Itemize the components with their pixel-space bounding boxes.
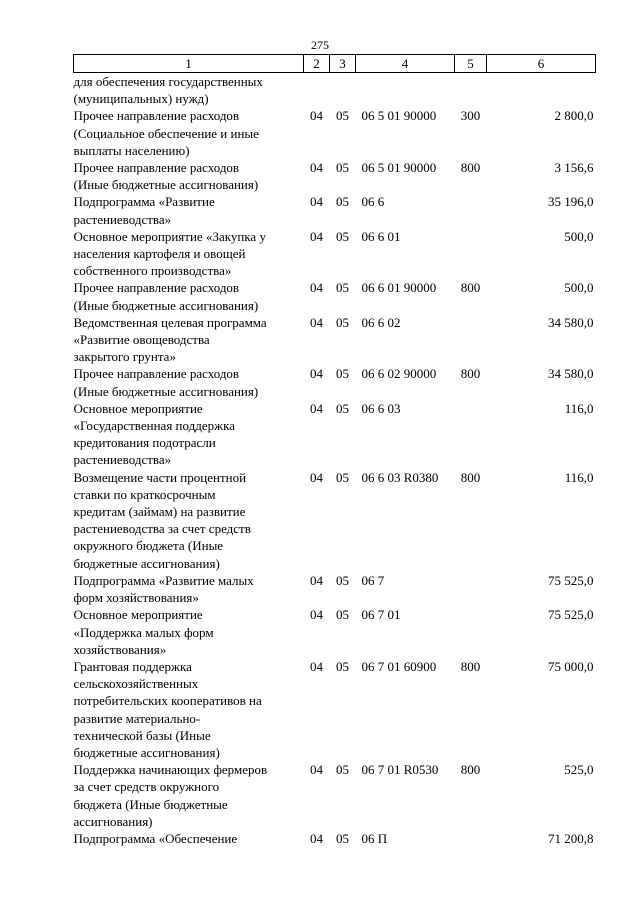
amount: 2 800,0	[554, 108, 594, 124]
target-article-code: 06 7 01	[361, 607, 401, 623]
amount: 75 525,0	[548, 572, 594, 588]
target-article-code: 06 6 02	[361, 314, 401, 330]
table-row	[74, 314, 596, 366]
row-name	[74, 228, 304, 280]
amount: 116,0	[564, 469, 594, 485]
expense-type-code	[455, 830, 487, 847]
row-name-line: Прочее направление расходов	[73, 366, 240, 382]
target-article-code: 06 7	[361, 572, 385, 588]
table-header	[74, 55, 596, 73]
section-code: 04	[310, 108, 323, 124]
subsection-code: 05	[336, 314, 349, 330]
row-name-line: Подпрограмма «Развитие малых	[73, 572, 254, 588]
page-number: 275	[311, 38, 329, 52]
table-row	[74, 606, 596, 658]
row-name-line: за счет средств окружного	[73, 779, 220, 795]
row-name-line: хозяйствования»	[73, 641, 167, 657]
table-row	[74, 830, 596, 847]
row-name-line: Подпрограмма «Обеспечение	[73, 830, 238, 846]
section-code: 04	[310, 228, 323, 244]
table-row	[74, 365, 596, 399]
table-row	[74, 658, 596, 761]
amount	[487, 73, 596, 108]
section-code	[304, 73, 330, 108]
row-name-line: Прочее направление расходов	[73, 108, 240, 124]
row-name	[74, 279, 304, 313]
header-col-5: 5	[455, 55, 487, 73]
budget-table	[73, 54, 596, 847]
expense-type-code: 800	[460, 762, 481, 778]
row-name-line: Основное мероприятие	[73, 607, 203, 623]
row-name-line: растениеводства»	[73, 211, 172, 227]
target-article-code: 06 6 01 90000	[361, 280, 437, 296]
expense-type-code: 800	[460, 366, 481, 382]
table-row	[74, 400, 596, 469]
amount: 35 196,0	[548, 194, 594, 210]
row-name	[74, 830, 304, 847]
table-row	[74, 193, 596, 227]
row-name-line: технической базы (Иные	[73, 727, 211, 743]
row-name-line: растениеводства за счет средств	[73, 521, 251, 537]
expense-type-code: 800	[460, 658, 481, 674]
header-col-2: 2	[304, 55, 330, 73]
row-name-line: (Иные бюджетные ассигнования)	[73, 177, 259, 193]
table-row	[74, 572, 596, 606]
row-name-line: ассигнования)	[73, 813, 153, 829]
row-name-line: закрытого грунта»	[73, 349, 176, 365]
target-article-code: 06 6 02 90000	[361, 366, 437, 382]
row-name-line: населения картофеля и овощей	[73, 246, 246, 262]
row-name-line: Поддержка начинающих фермеров	[73, 762, 268, 778]
expense-type-code	[455, 606, 487, 658]
section-code: 04	[310, 658, 323, 674]
row-name-line: «Государственная поддержка	[73, 418, 236, 434]
amount: 500,0	[564, 228, 594, 244]
table-row	[74, 469, 596, 572]
row-name-line: (муниципальных) нужд)	[73, 91, 209, 107]
table-row	[74, 73, 596, 108]
row-name-line: выплаты населению)	[73, 142, 190, 158]
row-name-line: «Развитие овощеводства	[73, 332, 210, 348]
table-row	[74, 279, 596, 313]
row-name	[74, 658, 304, 761]
expense-type-code	[455, 400, 487, 469]
section-code: 04	[310, 194, 323, 210]
target-article-code: 06 6 03 R0380	[361, 469, 439, 485]
section-code: 04	[310, 280, 323, 296]
table-body	[74, 73, 596, 848]
table-row	[74, 228, 596, 280]
row-name-line: потребительских кооперативов на	[73, 693, 262, 709]
expense-type-code: 800	[460, 280, 481, 296]
row-name-line: кредитам (займам) на развитие	[73, 504, 246, 520]
row-name-line: для обеспечения государственных	[73, 74, 263, 89]
amount: 75 525,0	[548, 607, 594, 623]
amount: 71 200,8	[548, 830, 594, 846]
row-name-line: «Поддержка малых форм	[73, 624, 214, 640]
row-name-line: Грантовая поддержка	[73, 658, 192, 674]
table-row	[74, 107, 596, 159]
target-article-code	[356, 73, 455, 108]
subsection-code: 05	[336, 160, 349, 176]
amount: 34 580,0	[548, 366, 594, 382]
subsection-code: 05	[336, 658, 349, 674]
row-name	[74, 761, 304, 830]
row-name-line: форм хозяйствования»	[73, 590, 199, 606]
row-name-line: ставки по краткосрочным	[73, 486, 216, 502]
section-code: 04	[310, 160, 323, 176]
expense-type-code	[455, 314, 487, 366]
section-code: 04	[310, 366, 323, 382]
row-name-line: Прочее направление расходов	[73, 160, 240, 176]
row-name-line: сельскохозяйственных	[73, 676, 199, 692]
row-name	[74, 572, 304, 606]
header-col-3: 3	[330, 55, 356, 73]
section-code: 04	[310, 830, 323, 846]
subsection-code: 05	[336, 400, 349, 416]
section-code: 04	[310, 762, 323, 778]
row-name	[74, 606, 304, 658]
target-article-code: 06 6 03	[361, 400, 401, 416]
target-article-code: 06 П	[361, 830, 388, 846]
subsection-code: 05	[336, 366, 349, 382]
target-article-code: 06 6 01	[361, 228, 401, 244]
amount: 500,0	[564, 280, 594, 296]
section-code: 04	[310, 314, 323, 330]
target-article-code: 06 5 01 90000	[361, 160, 437, 176]
row-name	[74, 73, 304, 108]
row-name-line: (Иные бюджетные ассигнования)	[73, 383, 259, 399]
row-name-line: Основное мероприятие «Закупка у	[73, 228, 266, 244]
expense-type-code	[455, 228, 487, 280]
row-name	[74, 314, 304, 366]
amount: 525,0	[564, 762, 594, 778]
subsection-code: 05	[336, 572, 349, 588]
subsection-code: 05	[336, 108, 349, 124]
row-name-line: (Иные бюджетные ассигнования)	[73, 297, 259, 313]
section-code: 04	[310, 572, 323, 588]
header-col-4: 4	[356, 55, 455, 73]
row-name-line: Возмещение части процентной	[73, 469, 247, 485]
row-name-line: (Социальное обеспечение и иные	[73, 125, 259, 141]
row-name	[74, 159, 304, 193]
amount: 34 580,0	[548, 314, 594, 330]
row-name	[74, 400, 304, 469]
amount: 3 156,6	[554, 160, 594, 176]
amount: 75 000,0	[548, 658, 594, 674]
subsection-code: 05	[336, 228, 349, 244]
expense-type-code: 800	[460, 469, 481, 485]
table-row	[74, 761, 596, 830]
target-article-code: 06 5 01 90000	[361, 108, 437, 124]
row-name-line: Подпрограмма «Развитие	[73, 194, 215, 210]
subsection-code: 05	[336, 762, 349, 778]
row-name-line: бюджетные ассигнования)	[73, 555, 220, 571]
row-name-line: Основное мероприятие	[73, 400, 203, 416]
subsection-code	[330, 73, 356, 108]
expense-type-code	[455, 193, 487, 227]
section-code: 04	[310, 607, 323, 623]
amount: 116,0	[564, 400, 594, 416]
subsection-code: 05	[336, 469, 349, 485]
row-name-line: растениеводства»	[73, 452, 172, 468]
section-code: 04	[310, 400, 323, 416]
row-name	[74, 193, 304, 227]
row-name-line: собственного производства»	[73, 263, 232, 279]
row-name-line: бюджета (Иные бюджетные	[73, 796, 228, 812]
target-article-code: 06 6	[361, 194, 385, 210]
row-name-line: бюджетные ассигнования)	[73, 744, 220, 760]
expense-type-code	[455, 572, 487, 606]
header-col-6: 6	[487, 55, 596, 73]
expense-type-code	[455, 73, 487, 108]
row-name-line: Прочее направление расходов	[73, 280, 240, 296]
subsection-code: 05	[336, 194, 349, 210]
row-name-line: окружного бюджета (Иные	[73, 538, 224, 554]
expense-type-code: 800	[460, 160, 481, 176]
subsection-code: 05	[336, 830, 349, 846]
header-col-1: 1	[74, 55, 304, 73]
row-name-line: Ведомственная целевая программа	[73, 314, 267, 330]
target-article-code: 06 7 01 R0530	[361, 762, 439, 778]
section-code: 04	[310, 469, 323, 485]
expense-type-code: 300	[460, 108, 481, 124]
subsection-code: 05	[336, 280, 349, 296]
row-name	[74, 365, 304, 399]
target-article-code: 06 7 01 60900	[361, 658, 437, 674]
subsection-code: 05	[336, 607, 349, 623]
row-name	[74, 107, 304, 159]
row-name	[74, 469, 304, 572]
row-name-line: кредитования подотрасли	[73, 435, 216, 451]
row-name-line: развитие материально-	[73, 710, 201, 726]
table-row	[74, 159, 596, 193]
